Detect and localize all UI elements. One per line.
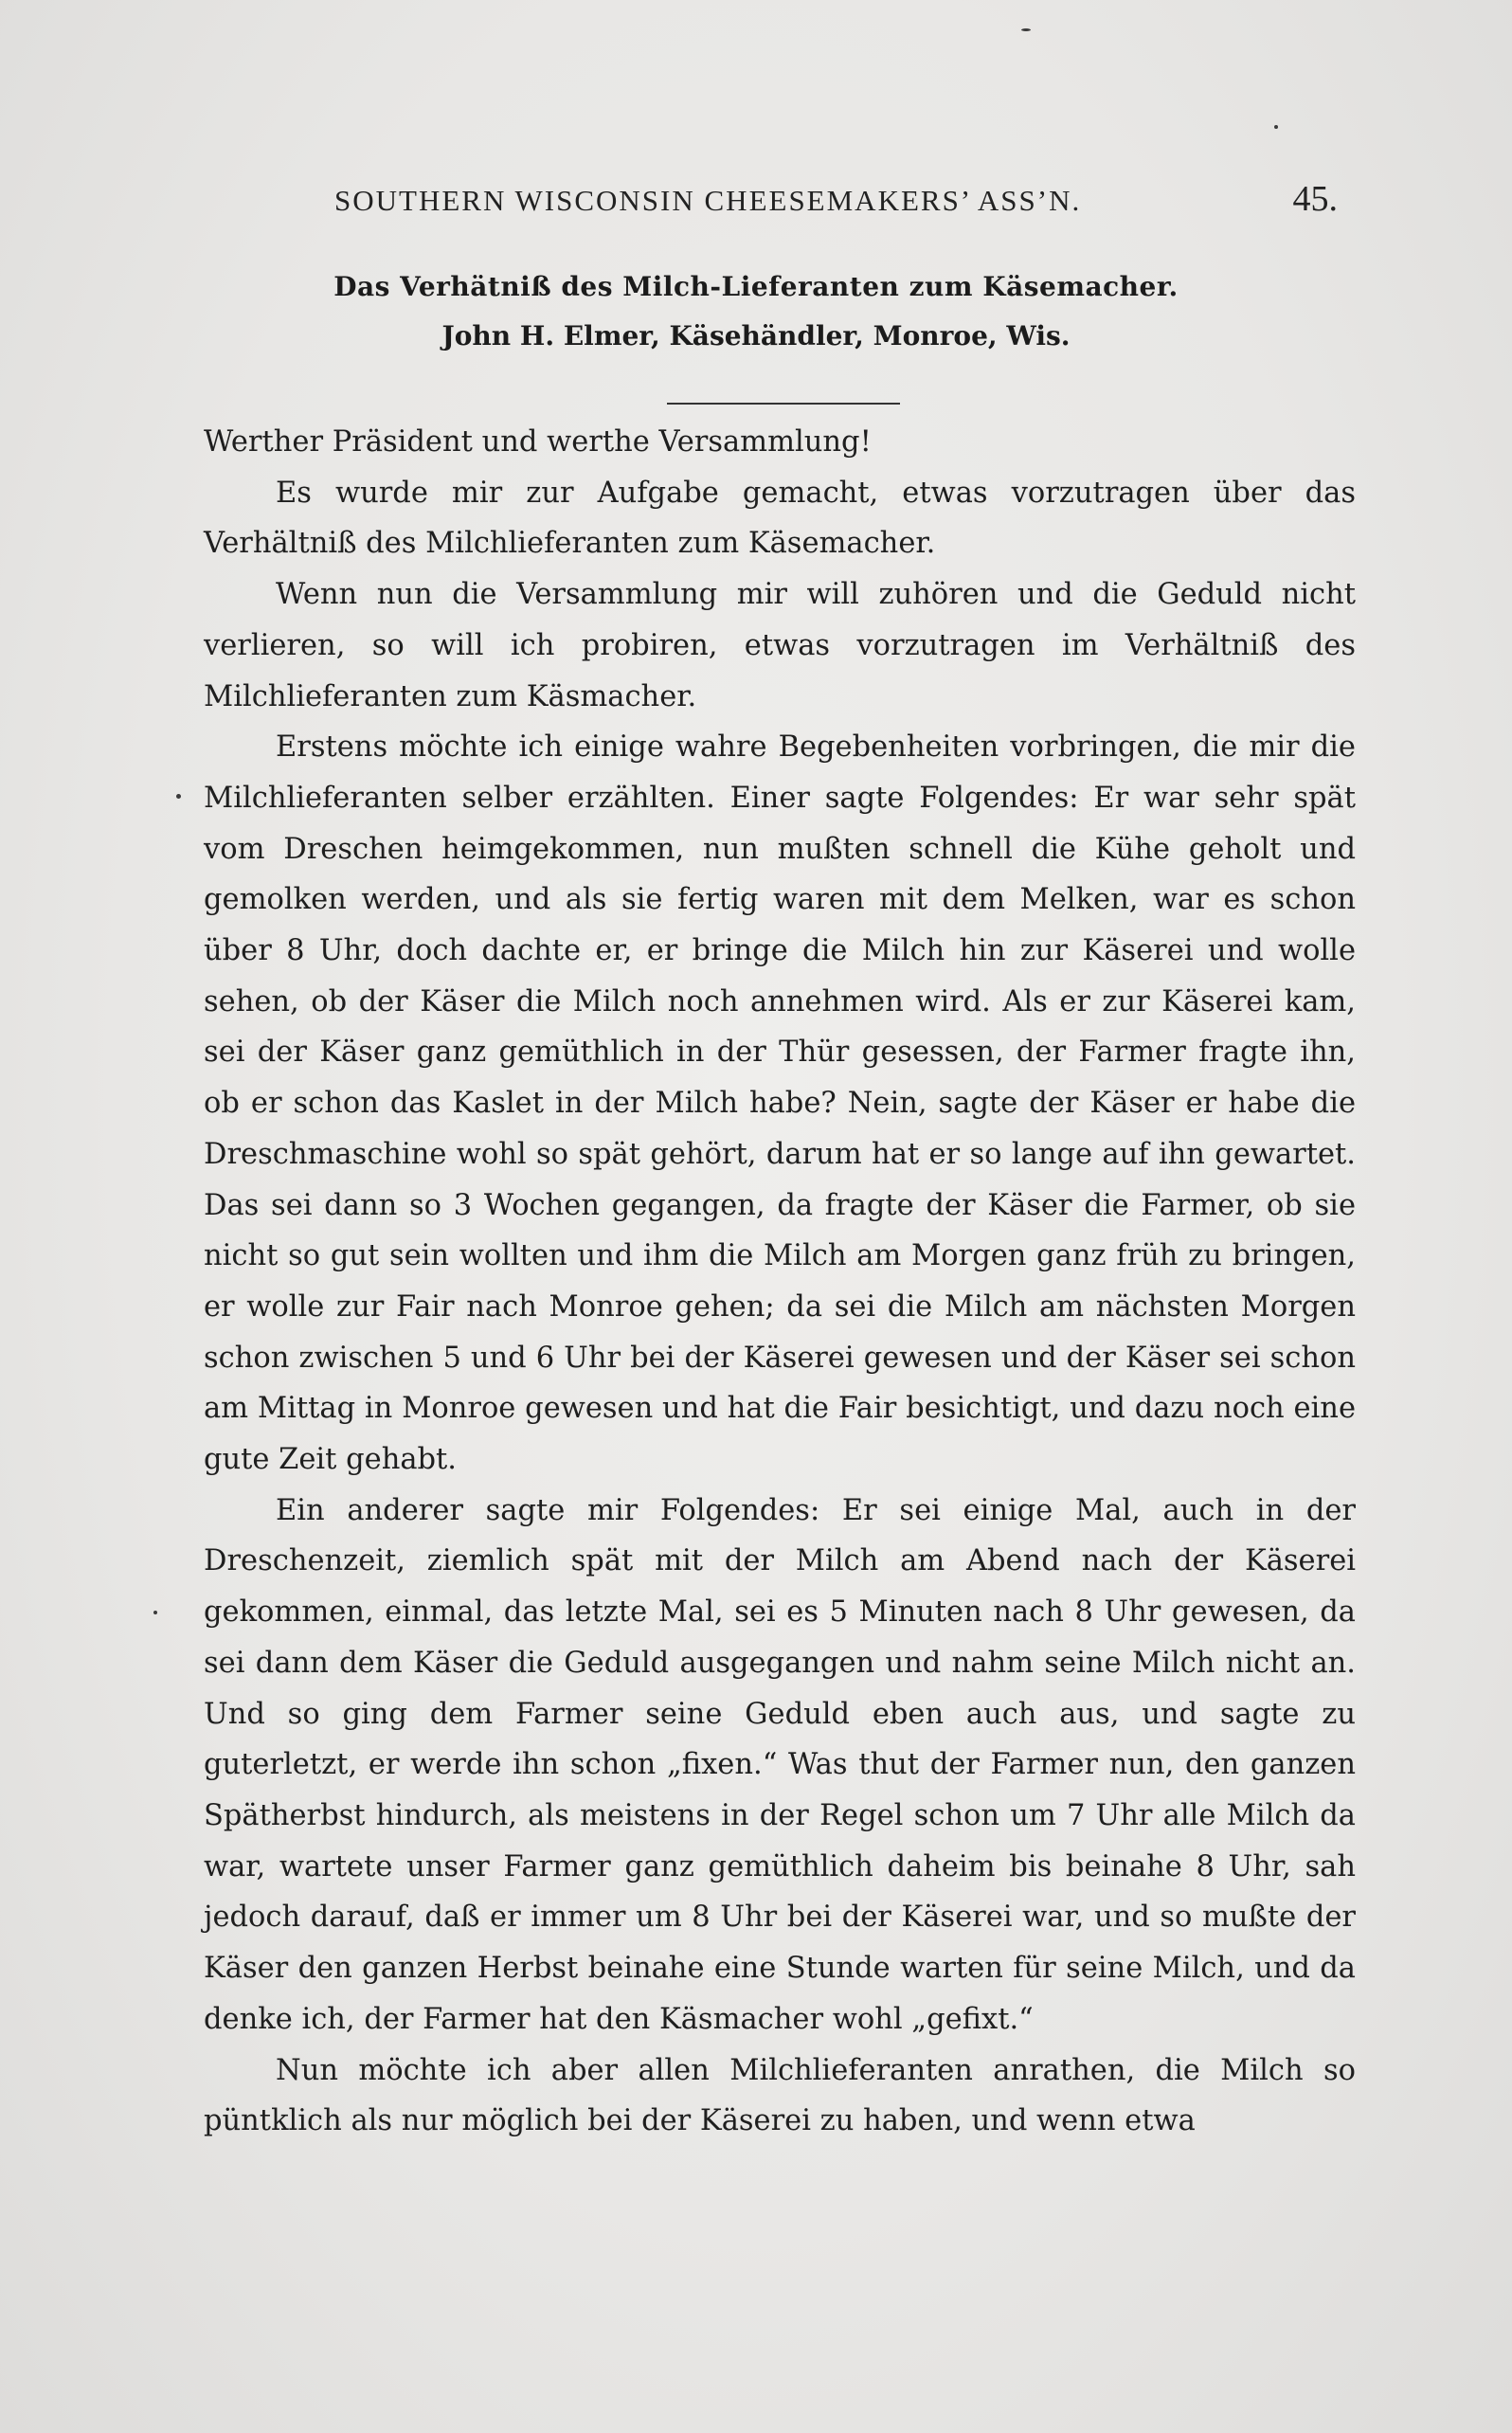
ink-speck	[176, 794, 181, 799]
article-title: Das Verhätniß des Milch-Lieferanten zum Käsemacher.	[333, 271, 1179, 302]
ink-speck	[1274, 125, 1278, 129]
body-paragraph: Nun möchte ich aber allen Milchlieferanten anrathen, die Milch so püntklich als nur möglich bei der Käserei zu haben, und wenn etwa	[204, 2053, 1356, 2138]
ink-speck	[1021, 28, 1031, 31]
body-paragraph: Erstens möchte ich einige wahre Begebenheiten vorbringen, die mir die Milchlieferanten selber erzählten. Einer sagte Folgendes: Er war sehr spät vom Dreschen heimgekommen, nun mußten schnell die Kühe geholt und gemolken werden, und als sie fertig waren mit dem Melken, war es schon über 8 Uhr, doch dachte er, er bringe die Milch hin zur Käserei und wolle sehen, ob der Käser die Milch noch annehmen wird. Als er zur Käserei kam, sei der Käser ganz gemüthlich in der Thür gesessen, der Farmer fragte ihn, ob er schon das Kaslet in der Milch habe? Nein, sagte der Käser er habe die Dreschmaschine wohl so spät gehört, darum hat er so lange auf ihn gewartet. Das sei dann so 3 Wochen gegangen, da fragte der Käser die Farmer, ob sie nicht so gut sein wollten und ihm die Milch am Morgen ganz früh zu bringen, er wolle zur Fair nach Monroe gehen; da sei die Milch am nächsten Morgen schon zwischen 5 und 6 Uhr bei der Käserei gewesen und der Käser sei schon am Mittag in Monroe gewesen und hat die Fair besichtigt, und dazu noch eine gute Zeit gehabt.	[204, 730, 1356, 1477]
ink-speck	[153, 1611, 157, 1614]
salutation-paragraph: Werther Präsident und werthe Versammlung!	[204, 425, 872, 459]
article-body	[204, 417, 1356, 2147]
body-paragraph: Ein anderer sagte mir Folgendes: Er sei einige Mal, auch in der Dreschenzeit, ziemlich spät mit der Milch am Abend nach der Käserei gekommen, einmal, das letzte Mal, sei es 5 Minuten nach 8 Uhr gewesen, da sei dann dem Käser die Geduld ausgegangen und nahm seine Milch nicht an. Und so ging dem Farmer seine Geduld eben auch aus, und sagte zu guterletzt, er werde ihn schon „fixen.“ Was thut der Farmer nun, den ganzen Spätherbst hindurch, als meistens in der Regel schon um 7 Uhr alle Milch da war, wartete unser Farmer ganz gemüthlich daheim bis beinahe 8 Uhr, sah jedoch darauf, daß er immer um 8 Uhr bei der Käserei war, und so mußte der Käser den ganzen Herbst beinahe eine Stunde warten für seine Milch, und da denke ich, der Farmer hat den Käsmacher wohl „gefixt.“	[204, 1493, 1356, 2036]
body-paragraph: Es wurde mir zur Aufgabe gemacht, etwas vorzutragen über das Verhältniß des Milchlieferanten zum Käsemacher.	[204, 476, 1356, 561]
title-divider	[667, 403, 900, 405]
page-number: 45.	[1292, 179, 1338, 219]
article-heading	[189, 263, 1323, 362]
running-head: SOUTHERN WISCONSIN CHEESEMAKERS’ ASS’N.	[334, 184, 1082, 217]
article-author: John H. Elmer, Käsehändler, Monroe, Wis.	[441, 320, 1071, 351]
body-paragraph: Wenn nun die Versammlung mir will zuhören und die Geduld nicht verlieren, so will ich probiren, etwas vorzutragen im Verhältniß des Milchlieferanten zum Käsmacher.	[204, 578, 1356, 713]
page-header	[327, 178, 1345, 225]
